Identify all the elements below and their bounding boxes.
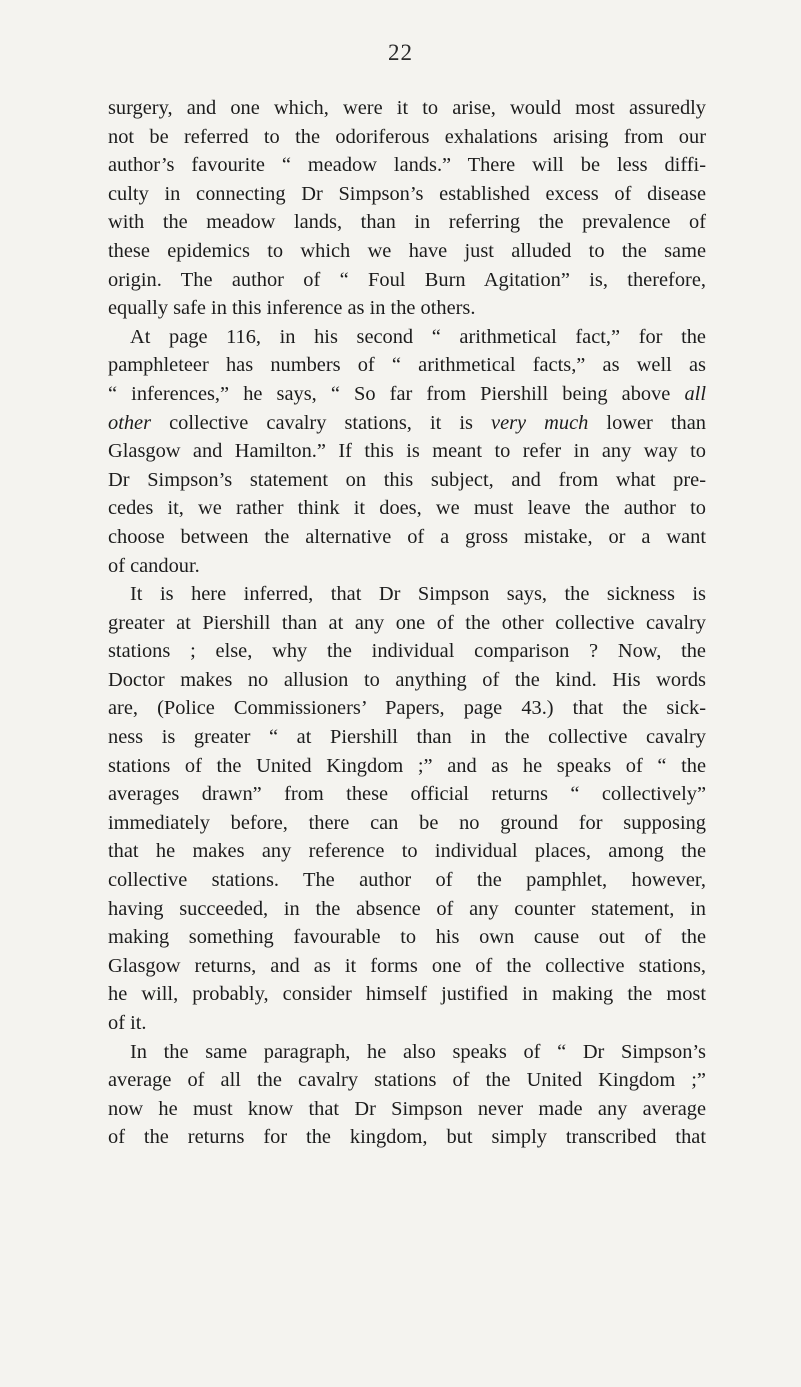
line-segment: collective cavalry stations, it is xyxy=(151,411,492,434)
text-line: are, (Police Commissioners’ Papers, page 43.) that the sick- xyxy=(108,697,706,720)
text-line: with the meadow lands, than in referring the prevalence of xyxy=(108,211,706,234)
text-line: average of all the cavalry stations of the United Kingdom ;” xyxy=(108,1069,706,1092)
text-line: ness is greater “ at Piershill than in the collective cavalry xyxy=(108,726,706,749)
text-line xyxy=(108,380,706,409)
emphasis-text: other xyxy=(108,411,152,434)
text-line: culty in connecting Dr Simpson’s established excess of disease xyxy=(108,182,706,205)
text-line: Doctor makes no allusion to anything of the kind. His words xyxy=(108,668,706,691)
text-line: having succeeded, in the absence of any counter statement, in xyxy=(108,897,706,920)
line-segment: “ inferences,” he says, “ So far from Piershill being above xyxy=(108,382,685,405)
line-segment: lower than xyxy=(588,411,706,434)
text-line: cedes it, we rather think it does, we must leave the author to xyxy=(108,497,706,520)
text-line: that he makes any reference to individual places, among the xyxy=(108,840,706,863)
text-line: these epidemics to which we have just alluded to the same xyxy=(108,239,706,262)
text-line: Glasgow returns, and as it forms one of the collective stations, xyxy=(108,954,706,977)
text-line: of candour. xyxy=(108,554,200,577)
text-line: In the same paragraph, he also speaks of “ Dr Simpson’s xyxy=(130,1040,706,1063)
text-line: immediately before, there can be no ground for supposing xyxy=(108,811,706,834)
text-line xyxy=(108,409,706,438)
text-line: origin. The author of “ Foul Burn Agitation” is, therefore, xyxy=(108,268,706,291)
text-line: surgery, and one which, were it to arise, would most assuredly xyxy=(108,97,706,119)
text-line: At page 116, in his second “ arithmetical fact,” for the xyxy=(130,325,706,348)
page-number: 22 xyxy=(388,40,413,65)
text-line: averages drawn” from these official returns “ collectively” xyxy=(108,783,706,806)
text-line: author’s favourite “ meadow lands.” There will be less diffi- xyxy=(108,154,706,177)
text-line: he will, probably, consider himself justified in making the most xyxy=(108,983,706,1006)
text-line: pamphleteer has numbers of “ arithmetical facts,” as well as xyxy=(108,354,706,377)
emphasis-text: very much xyxy=(491,411,589,434)
body-text xyxy=(108,94,706,1152)
text-line: of it. xyxy=(108,1012,147,1034)
text-line: stations ; else, why the individual comparison ? Now, the xyxy=(108,640,706,663)
text-line: not be referred to the odoriferous exhalations arising from our xyxy=(108,125,706,148)
text-line: Glasgow and Hamilton.” If this is meant to refer in any way to xyxy=(108,440,706,463)
text-line: greater at Piershill than at any one of the other collective cavalry xyxy=(108,611,706,634)
emphasis-text: all xyxy=(684,382,706,405)
text-line: making something favourable to his own cause out of the xyxy=(108,926,706,949)
text-line: It is here inferred, that Dr Simpson says, the sickness is xyxy=(130,583,706,606)
text-line: Dr Simpson’s statement on this subject, and from what pre- xyxy=(108,468,706,491)
text-line: collective stations. The author of the pamphlet, however, xyxy=(108,869,706,892)
text-line: stations of the United Kingdom ;” and as he speaks of “ the xyxy=(108,754,706,777)
text-line: choose between the alternative of a gross mistake, or a want xyxy=(108,525,706,548)
text-line: equally safe in this inference as in the others. xyxy=(108,297,476,320)
text-line: of the returns for the kingdom, but simply transcribed that xyxy=(108,1126,706,1149)
text-line: now he must know that Dr Simpson never made any average xyxy=(108,1097,706,1120)
